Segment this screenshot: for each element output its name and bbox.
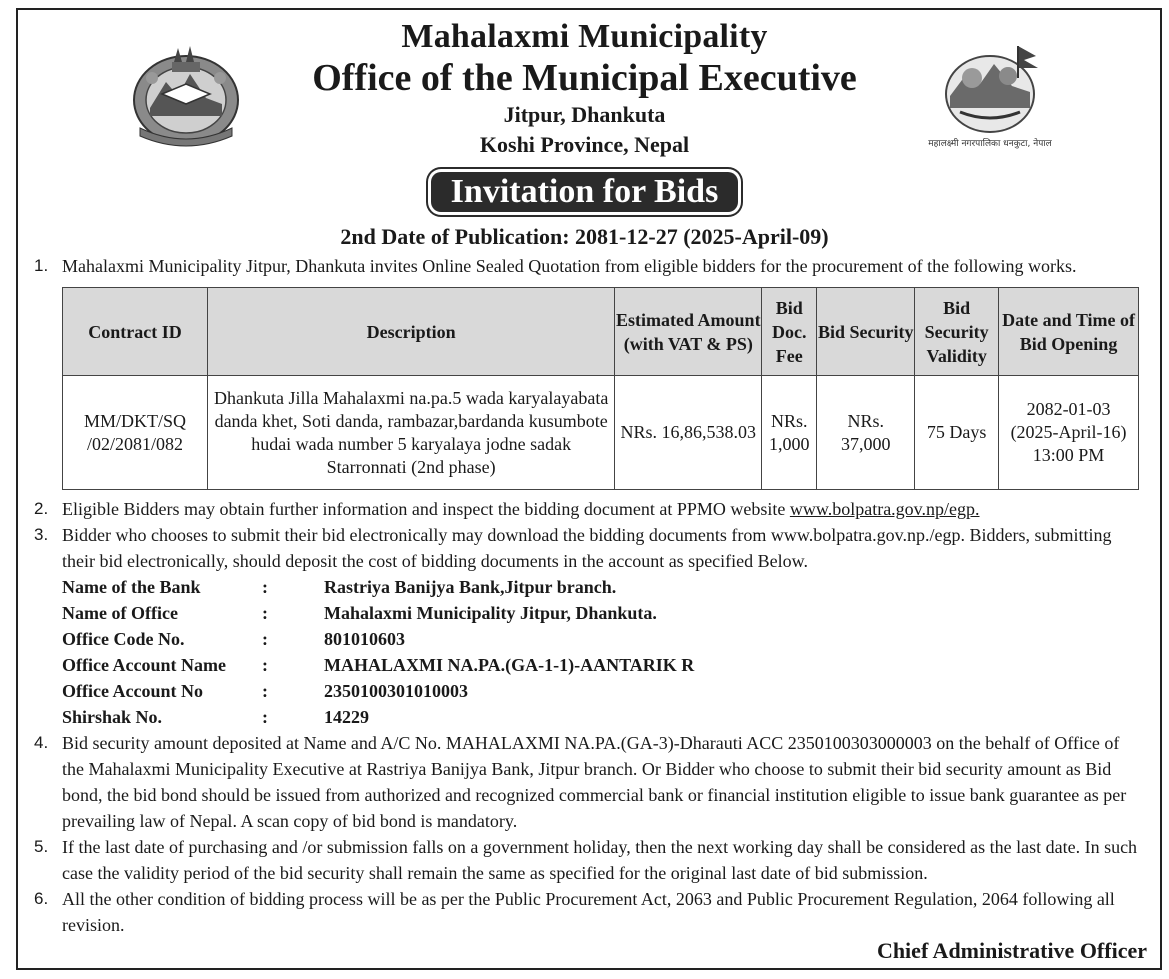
col-bid-doc-fee: Bid Doc. Fee bbox=[762, 288, 817, 376]
list-item-6 bbox=[34, 886, 1144, 938]
item-number: 1. bbox=[34, 256, 49, 275]
bank-sep: : bbox=[262, 655, 268, 675]
bank-sep: : bbox=[262, 629, 268, 649]
bank-value: 14229 bbox=[324, 707, 369, 727]
item-text: Bid security amount deposited at Name and A/C No. MAHALAXMI NA.PA.(GA-3)-Dharauti ACC 2350100303000003 on the behalf of Office of the Mahalaxmi Municipality Executive at Rastriya Banijya Bank, Jitpur branch. Or Bidder who choose to submit their bid security amount as Bid bond, the bid bond should be issued from authorized and recognized commercial bank or financial institution eligible to issue bank guarantee as per prevailing law of Nepal. A scan copy of bid bond is mandatory. bbox=[62, 733, 1127, 831]
seal-text: महालक्ष्मी नगरपालिका धनकुटा, नेपाल bbox=[928, 139, 1052, 149]
list-item-1 bbox=[34, 253, 1144, 279]
bank-key: Shirshak No. bbox=[62, 707, 163, 727]
col-bid-security-validity: Bid Security Validity bbox=[915, 288, 999, 376]
bank-key: Name of Office bbox=[62, 603, 178, 623]
bank-value: 2350100301010003 bbox=[324, 681, 468, 701]
item-number: 4. bbox=[34, 733, 49, 752]
address-line-2: Koshi Province, Nepal bbox=[479, 132, 690, 157]
signatory: Chief Administrative Officer bbox=[876, 938, 1147, 963]
col-estimated-amount: Estimated Amount (with VAT & PS) bbox=[615, 288, 762, 376]
bank-key: Office Account Name bbox=[62, 655, 226, 675]
cell-description: Dhankuta Jilla Mahalaxmi na.pa.5 wada karyalayabata danda khet, Soti danda, rambazar,bardanda kusumbote hudai wada number 5 karyalaya jodne sadak Starronnati (2nd phase) bbox=[207, 376, 614, 490]
item-text-lead: Eligible Bidders may obtain further information and inspect the bidding document at PPMO website bbox=[62, 499, 790, 519]
item-number: 6. bbox=[34, 889, 49, 908]
item-text: If the last date of purchasing and /or submission falls on a government holiday, then the next working day shall be considered as the last date. In such case the validity period of the bid security shall remain the same as specified for the original last date of bid submission. bbox=[62, 837, 1138, 883]
cell-doc-fee: NRs. 1,000 bbox=[762, 376, 817, 490]
bank-sep: : bbox=[262, 707, 268, 727]
item-number: 5. bbox=[34, 837, 49, 856]
list-item-5 bbox=[34, 834, 1144, 886]
cell-validity: 75 Days bbox=[915, 376, 999, 490]
bank-details bbox=[62, 574, 694, 730]
cell-amount: NRs. 16,86,538.03 bbox=[615, 376, 762, 490]
bank-row bbox=[62, 652, 694, 678]
cell-opening: 2082-01-03 (2025-April-16) 13:00 PM bbox=[999, 376, 1139, 490]
cell-contract-id: MM/DKT/SQ /02/2081/082 bbox=[63, 376, 208, 490]
bid-table bbox=[62, 287, 1139, 490]
bank-row bbox=[62, 574, 694, 600]
table-header-row bbox=[63, 288, 1139, 376]
item-text bbox=[62, 496, 1144, 522]
col-description: Description bbox=[207, 288, 614, 376]
invitation-banner: Invitation for Bids bbox=[431, 172, 739, 212]
bank-value: 801010603 bbox=[324, 629, 405, 649]
bank-sep: : bbox=[262, 577, 268, 597]
list-item-2 bbox=[34, 496, 1144, 522]
banner-container bbox=[0, 172, 1169, 212]
bank-value: Rastriya Banijya Bank,Jitpur branch. bbox=[324, 577, 617, 597]
publication-date: 2nd Date of Publication: 2081-12-27 (2025-April-09) bbox=[340, 224, 829, 249]
item-number: 3. bbox=[34, 525, 49, 544]
col-bid-security: Bid Security bbox=[817, 288, 915, 376]
bank-row bbox=[62, 600, 694, 626]
cell-bid-security: NRs. 37,000 bbox=[817, 376, 915, 490]
list-item-4 bbox=[34, 730, 1144, 834]
office-name: Office of the Municipal Executive bbox=[312, 57, 857, 99]
bank-key: Name of the Bank bbox=[62, 577, 201, 597]
col-contract-id: Contract ID bbox=[63, 288, 208, 376]
municipality-name: Mahalaxmi Municipality bbox=[401, 18, 768, 55]
item-number: 2. bbox=[34, 499, 49, 518]
bank-key: Office Code No. bbox=[62, 629, 185, 649]
bank-key: Office Account No bbox=[62, 681, 203, 701]
list-item-3 bbox=[34, 522, 1144, 574]
bank-sep: : bbox=[262, 603, 268, 623]
bank-row bbox=[62, 678, 694, 704]
table-row bbox=[63, 376, 1139, 490]
bolpatra-link[interactable]: www.bolpatra.gov.np/egp. bbox=[789, 499, 980, 519]
letterhead bbox=[0, 18, 1169, 160]
bank-sep: : bbox=[262, 681, 268, 701]
bank-value: MAHALAXMI NA.PA.(GA-1-1)-AANTARIK R bbox=[324, 655, 695, 675]
item-text: Bidder who chooses to submit their bid electronically may download the bidding documents from www.bolpatra.gov.np./egp. Bidders, submitting their bid electronically, should deposit the cost of bidding documents in the account as specified Below. bbox=[62, 525, 1112, 571]
bank-row bbox=[62, 704, 694, 730]
col-bid-opening: Date and Time of Bid Opening bbox=[999, 288, 1139, 376]
item-text: Mahalaxmi Municipality Jitpur, Dhankuta invites Online Sealed Quotation from eligible bidders for the procurement of the following works. bbox=[62, 256, 1077, 276]
address-line-1: Jitpur, Dhankuta bbox=[503, 102, 666, 127]
item-text: All the other condition of bidding process will be as per the Public Procurement Act, 2063 and Public Procurement Regulation, 2064 following all revision. bbox=[62, 889, 1115, 935]
bank-value: Mahalaxmi Municipality Jitpur, Dhankuta. bbox=[324, 603, 657, 623]
bank-row bbox=[62, 626, 694, 652]
